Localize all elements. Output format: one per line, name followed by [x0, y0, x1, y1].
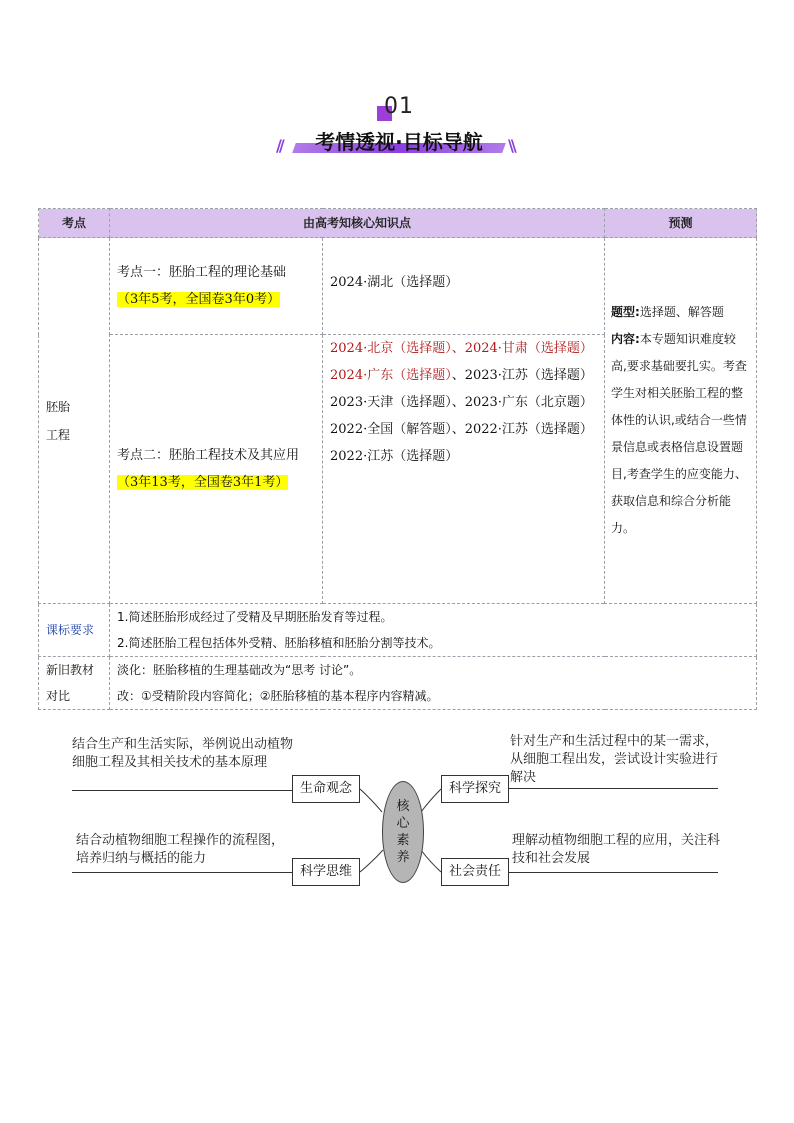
mindmap-text-scientific-thinking: 结合动植物细胞工程操作的流程图，培养归纳与概括的能力	[76, 833, 285, 866]
compare-label-text: 新旧教材对比	[46, 663, 95, 703]
mindmap-text-scientific-inquiry: 针对生产和生活过程中的某一需求，从细胞工程出发，尝试设计实验进行解决	[510, 734, 719, 785]
curriculum-label: 课标要求	[39, 604, 110, 657]
right-slash-decoration: \\	[508, 136, 514, 155]
mindmap-box-social-responsibility: 社会责任	[441, 858, 509, 886]
point1-stat: （3年5考，全国卷3年0考）	[117, 292, 281, 307]
curriculum-line1: 1.简述胚胎形成经过了受精及早期胚胎发育等过程。	[117, 610, 393, 624]
connector-top-left	[360, 789, 382, 812]
mindmap-center-oval	[382, 781, 424, 883]
section-number-text: 01	[384, 94, 414, 119]
point2-exams-rest1: 、2023·江苏（选择题）	[451, 368, 593, 383]
curriculum-line2: 2.简述胚胎工程包括体外受精、胚胎移植和胚胎分割等技术。	[117, 636, 441, 650]
point1-name: 考点一：胚胎工程的理论基础	[117, 265, 287, 280]
point2-exams-red: 2024·北京（选择题）、2024·甘肃（选择题）	[330, 341, 593, 356]
mindmap-text-social-responsibility: 理解动植物细胞工程的应用，关注科技和社会发展	[512, 833, 721, 866]
header-knowledge: 由高考知核心知识点	[110, 209, 605, 238]
left-slash-decoration: //	[276, 136, 282, 155]
compare-line1: 淡化：胚胎移植的生理基础改为“思考 讨论”。	[117, 663, 362, 677]
header-topic: 考点	[39, 209, 110, 238]
point2-exams-rest4: 2022·江苏（选择题）	[330, 449, 459, 464]
mindmap-text-life-concept: 结合生产和生活实际，举例说出动植物细胞工程及其相关技术的基本原理	[72, 737, 294, 770]
point2-exams-red2: 2024·广东（选择题）	[330, 368, 452, 383]
point1-exams: 2024·湖北（选择题）	[330, 275, 459, 290]
prediction-content-label: 内容:	[611, 332, 640, 346]
mindmap-box-scientific-inquiry: 科学探究	[441, 775, 509, 803]
connector-bottom-right	[421, 850, 441, 872]
mindmap-box-scientific-thinking: 科学思维	[292, 858, 360, 886]
connector-bottom-left	[360, 850, 383, 872]
mindmap-box-life-concept: 生命观念	[292, 775, 360, 803]
topic-text: 胚胎工程	[46, 399, 71, 442]
point2-exams-rest3: 2022·全国（解答题）、2022·江苏（选择题）	[330, 422, 593, 437]
compare-line2: 改：①受精阶段内容简化；②胚胎移植的基本程序内容精减。	[117, 689, 439, 703]
connector-top-right	[421, 789, 441, 812]
prediction-type-label: 题型:	[611, 305, 640, 319]
prediction-type-text: 选择题、解答题	[639, 305, 724, 319]
point2-name: 考点二：胚胎工程技术及其应用	[117, 448, 300, 463]
point2-exams-rest2: 2023·天津（选择题）、2023·广东（北京题）	[330, 395, 593, 410]
point2-stat: （3年13考，全国卷3年1考）	[117, 475, 289, 490]
prediction-content-text: 本专题知识难度较高,要求基础要扎实。考查学生对相关胚胎工程的整体性的认识,或结合一些情景信息或表格信息设置题目,考查学生的应变能力、获取信息和综合分析能力。	[611, 332, 747, 535]
section-title-text: 考情透视·目标导航	[315, 130, 483, 154]
header-prediction: 预测	[605, 209, 757, 238]
mindmap-center-text: 核心素养	[396, 799, 410, 865]
